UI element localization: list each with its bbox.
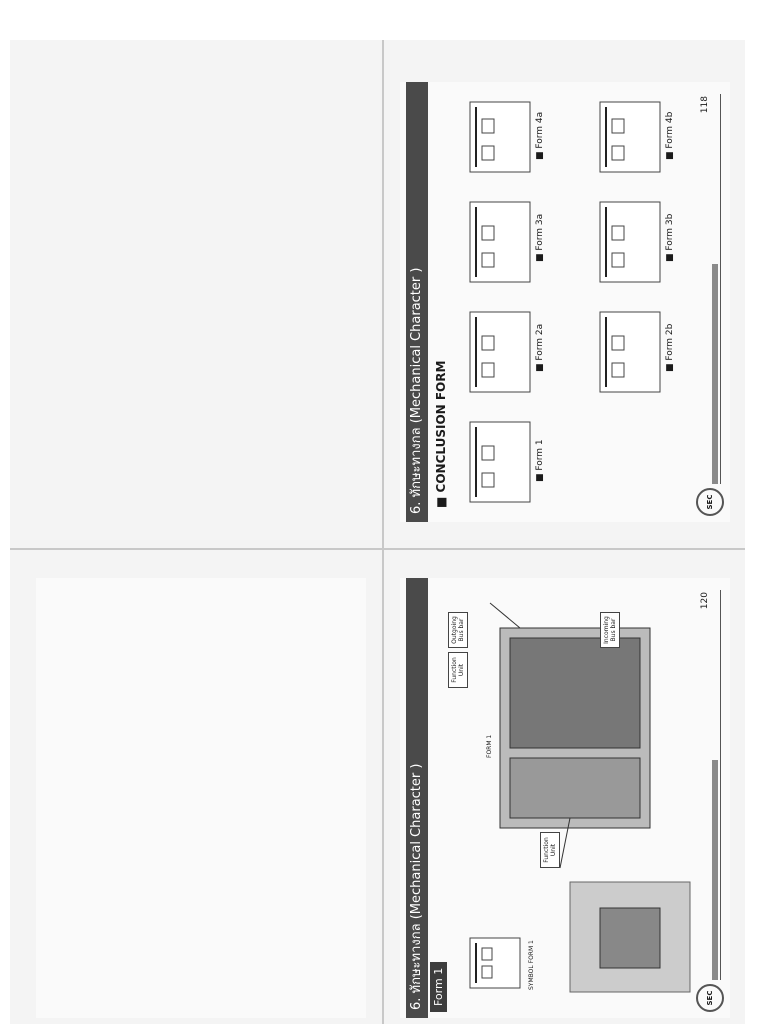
form-label: ■ Form 1 [535,439,545,482]
form-label-text: Form 1 [535,439,545,471]
form-label: ■ Form 4b [665,111,675,160]
form-label: ■ Form 4a [535,111,545,160]
form-label: ■ Form 3a [535,213,545,262]
slide-119 [36,578,366,1018]
form-label-text: Form 3a [535,213,545,251]
slide-title: 6. ทักษะทางกล (Mechanical Character ) [406,82,428,522]
form-label: ■ Form 2a [535,323,545,372]
slide-footer [696,82,722,522]
company-logo: SEC [696,984,724,1012]
horizontal-divider [10,548,745,550]
callout: Incoming Bus bar [600,612,620,648]
slide-title: 6. ทักษะทางกล (Mechanical Character ) [406,578,428,1018]
form-label-text: Form 3b [665,213,675,251]
vertical-divider [382,40,384,1024]
conclusion-heading: ■ CONCLUSION FORM [434,360,448,508]
form-label-text: Form 2a [535,323,545,361]
form-label: ■ Form 3b [665,213,675,262]
callout: Function Unit [540,832,560,868]
slide-118 [400,82,730,522]
form-label: ■ Form 2b [665,323,675,372]
page-number: 118 [700,96,710,114]
form-label-text: Form 4b [665,111,675,149]
conclusion-heading-text: CONCLUSION FORM [434,360,448,493]
form-label-text: Form 2b [665,323,675,361]
panel-label: FORM 1 [486,734,493,758]
callout: Function Unit [448,652,468,688]
slide-120-overlay-spacer [400,578,730,1018]
symbol-label: SYMBOL FORM 1 [528,940,535,990]
form-label-text: Form 4a [535,111,545,149]
footer-line [720,94,721,484]
form-tag: Form 1 [430,962,447,1012]
footer-bar [712,264,718,484]
callout: Outgoing Bus bar [448,612,468,648]
page-number: 120 [700,592,710,610]
company-logo: SEC [696,488,724,516]
